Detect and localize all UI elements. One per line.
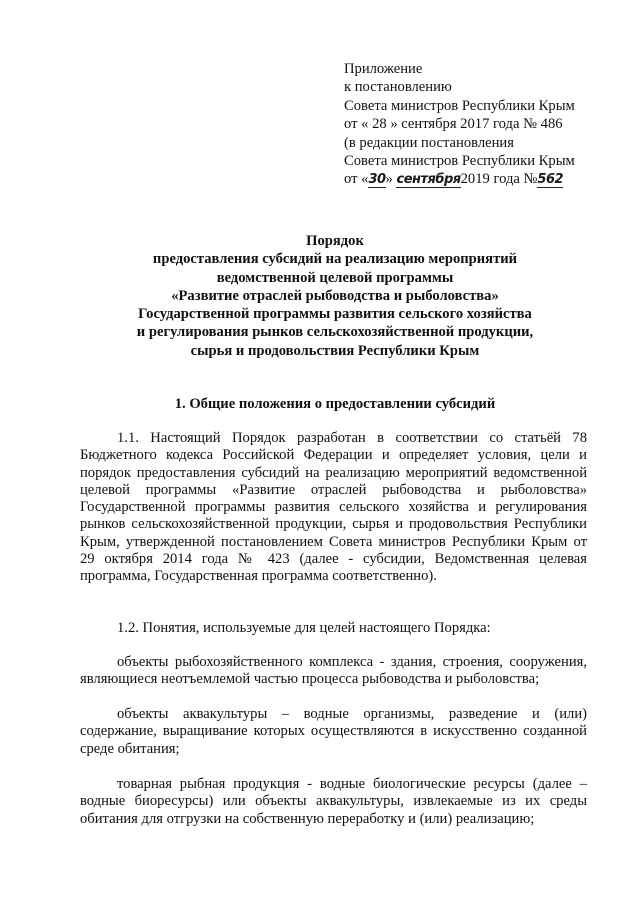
paragraph-text: 1.1. Настоящий Порядок разработан в соответствии со статьёй 78 Бюджетного кодекса Российской Федерации и определяет условия, цели и порядок предоставления субсидий на реализацию мероприятий ведомственной целевой программы «Развитие отраслей рыбоводства и рыболовства» Государственной программы развития сельского хозяйства и регулирования рынков сельскохозяйственной продукции, сырья и продовольствия Республики Крым, утвержденной постановлением Совета министров Республики Крым от 29 октября 2014 года № 423 (далее - субсидии, Ведомственная целевая программа, Государственная программа соответственно). [80,430,587,585]
header-line-revision-date [344,170,624,188]
paragraph-text: объекты рыбохозяйственного комплекса - здания, строения, сооружения, являющиеся неотъемлемой частью процесса рыбоводства и рыболовства; [80,654,587,688]
handwritten-number: 562 [537,172,564,188]
handwritten-month: сентября [396,172,461,188]
title-line-3: ведомственной целевой программы [216,269,454,286]
revision-date-prefix: от « [344,171,369,188]
definition-commercial-fish-products [80,776,587,828]
header-line-to-resolution: к постановлению [344,79,452,96]
title-line-6: и регулирования рынков сельскохозяйственной продукции, [136,324,534,341]
revision-date-year: 2019 года № [460,171,538,188]
paragraph-1-2 [80,620,587,637]
revision-date-sep: » [385,171,393,188]
handwritten-day: 30 [368,172,386,188]
title-line-2: предоставления субсидий на реализацию мероприятий [152,251,518,268]
paragraph-text: объекты аквакультуры – водные организмы, разведение и (или) содержание, выращивание которых осуществляются в искусственно созданной среде обитания; [80,706,587,757]
document-title [70,232,600,360]
header-line-revision: (в редакции постановления [344,134,514,151]
header-line-council: Совета министров Республики Крым [344,97,575,114]
title-line-5: Государственной программы развития сельского хозяйства [138,306,532,323]
title-line-7: сырья и продовольствия Республики Крым [190,342,480,359]
approval-header [344,60,624,189]
title-line-4: «Развитие отраслей рыбоводства и рыболовства» [171,287,499,304]
title-line-1: Порядок [306,233,364,249]
paragraph-text: товарная рыбная продукция - водные биологические ресурсы (далее – водные биоресурсы) или объекты аквакультуры, извлекаемые из их среды обитания для отгрузки на собственную переработку и (или) реализацию; [80,776,587,827]
definition-fishery-objects [80,654,587,689]
definition-aquaculture-objects [80,706,587,758]
header-line-council-2: Совета министров Республики Крым [344,153,575,170]
paragraph-text: 1.2. Понятия, используемые для целей настоящего Порядка: [117,620,491,636]
section-heading: 1. Общие положения о предоставлении субсидий [174,396,496,412]
paragraph-1-1 [80,430,587,586]
header-line-original-date: от « 28 » сентября 2017 года № 486 [344,116,563,133]
header-line-appendix: Приложение [344,61,423,77]
